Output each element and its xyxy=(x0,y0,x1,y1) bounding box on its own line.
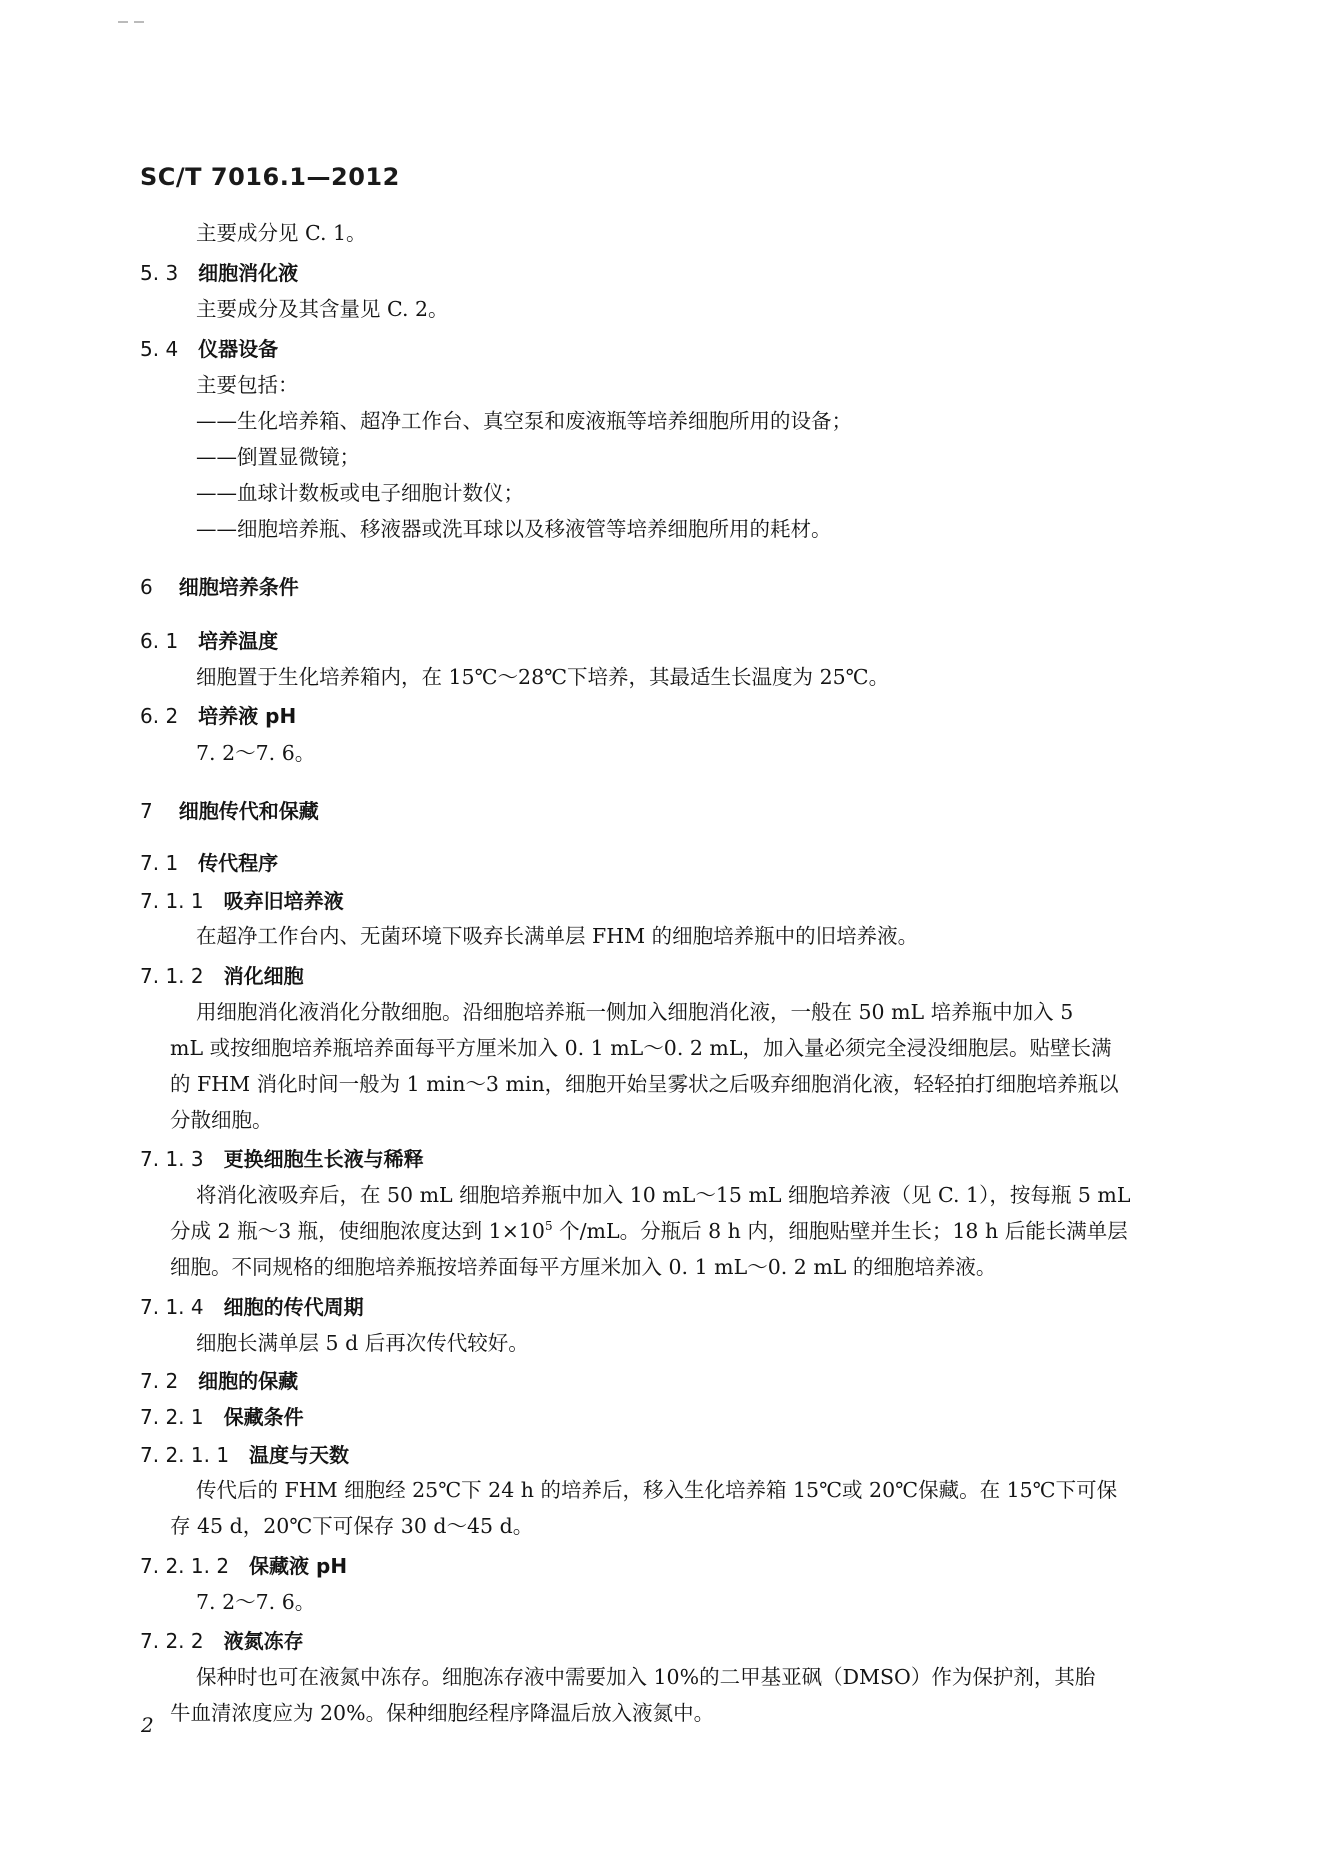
section-number: 6. 2 xyxy=(140,704,179,728)
paragraph-line: 细胞长满单层 5 d 后再次传代较好。 xyxy=(196,1331,529,1355)
section-heading xyxy=(140,573,299,601)
paragraph-line: 传代后的 FHM 细胞经 25℃下 24 h 的培养后，移入生化培养箱 15℃或 20℃保藏。在 15℃下可保 xyxy=(196,1478,1118,1502)
section-heading xyxy=(140,1145,424,1173)
section-heading xyxy=(140,797,319,825)
section-number: 7. 2. 1 xyxy=(140,1405,204,1429)
paragraph-continuation-line: 牛血清浓度应为 20%。保种细胞经程序降温后放入液氮中。 xyxy=(170,1701,715,1725)
paragraph-continuation-line: 细胞。不同规格的细胞培养瓶按培养面每平方厘米加入 0. 1 mL～0. 2 mL 的细胞培养液。 xyxy=(170,1255,997,1279)
section-title: 液氮冻存 xyxy=(223,1629,304,1653)
section-heading xyxy=(140,962,304,990)
paragraph-line: ——血球计数板或电子细胞计数仪； xyxy=(196,481,524,505)
paragraph-continuation-line: 分成 2 瓶～3 瓶，使细胞浓度达到 $1\times 10^5$ 个/mL。分瓶后 8 h 内，细胞贴壁并生长；18 h 后能长满单层 xyxy=(170,1219,1128,1243)
paragraph-line: 在超净工作台内、无菌环境下吸弃长满单层 FHM 的细胞培养瓶中的旧培养液。 xyxy=(196,924,919,948)
section-title: 培养液 pH xyxy=(198,704,297,728)
paragraph-line: 7. 2～7. 6。 xyxy=(196,741,316,765)
section-title: 更换细胞生长液与稀释 xyxy=(223,1147,424,1171)
section-title: 细胞的保藏 xyxy=(198,1369,299,1393)
section-title: 吸弃旧培养液 xyxy=(223,889,344,913)
paragraph-line: 用细胞消化液消化分散细胞。沿细胞培养瓶一侧加入细胞消化液，一般在 50 mL 培养瓶中加入 5 xyxy=(196,1000,1074,1024)
section-title: 温度与天数 xyxy=(249,1443,350,1467)
section-number: 7. 1. 3 xyxy=(140,1147,204,1171)
section-number: 6. 1 xyxy=(140,629,179,653)
section-number: 7. 2. 2 xyxy=(140,1629,204,1653)
superscript: 5 xyxy=(544,1219,553,1234)
page-number: 2 xyxy=(141,1713,154,1737)
paragraph-line: 保种时也可在液氮中冻存。细胞冻存液中需要加入 10%的二甲基亚砜（DMSO）作为保护剂，其胎 xyxy=(196,1665,1096,1689)
paragraph-line: ——生化培养箱、超净工作台、真空泵和废液瓶等培养细胞所用的设备； xyxy=(196,409,852,433)
section-title: 细胞消化液 xyxy=(198,261,299,285)
section-heading xyxy=(140,335,278,363)
section-heading xyxy=(140,1627,304,1655)
section-number: 5. 4 xyxy=(140,337,179,361)
paragraph-line: 7. 2～7. 6。 xyxy=(196,1590,316,1614)
section-number: 7. 2 xyxy=(140,1369,179,1393)
paragraph-line: 细胞置于生化培养箱内，在 15℃～28℃下培养，其最适生长温度为 25℃。 xyxy=(196,665,890,689)
section-number: 7. 1. 2 xyxy=(140,964,204,988)
section-title: 传代程序 xyxy=(198,851,279,875)
section-title: 细胞的传代周期 xyxy=(223,1295,364,1319)
section-number: 7. 1. 4 xyxy=(140,1295,204,1319)
section-number: 5. 3 xyxy=(140,261,179,285)
section-title: 保藏液 pH xyxy=(249,1554,348,1578)
section-number: 7. 2. 1. 1 xyxy=(140,1443,230,1467)
section-number: 7. 1 xyxy=(140,851,179,875)
section-title: 消化细胞 xyxy=(223,964,304,988)
section-number: 7. 2. 1. 2 xyxy=(140,1554,230,1578)
section-heading xyxy=(140,1441,349,1469)
paragraph-continuation-line: 存 45 d，20℃下可保存 30 d～45 d。 xyxy=(170,1514,534,1538)
section-number: 6 xyxy=(140,575,153,599)
paragraph-continuation-line: mL 或按细胞培养瓶培养面每平方厘米加入 0. 1 mL～0. 2 mL，加入量必须完全浸没细胞层。贴壁长满 xyxy=(170,1036,1112,1060)
section-heading xyxy=(140,1293,364,1321)
paragraph-continuation-line: 分散细胞。 xyxy=(170,1108,273,1132)
paragraph-line: 主要成分见 C. 1。 xyxy=(196,221,367,245)
section-heading xyxy=(140,1552,347,1580)
section-title: 细胞传代和保藏 xyxy=(178,799,319,823)
section-heading xyxy=(140,702,296,730)
section-title: 仪器设备 xyxy=(198,337,279,361)
section-title: 细胞培养条件 xyxy=(178,575,299,599)
section-heading xyxy=(140,849,278,877)
paragraph-line: 将消化液吸弃后，在 50 mL 细胞培养瓶中加入 10 mL～15 mL 细胞培养液（见 C. 1），按每瓶 5 mL xyxy=(196,1183,1131,1207)
paragraph-continuation-line: 的 FHM 消化时间一般为 1 min～3 min，细胞开始呈雾状之后吸弃细胞消化液，轻轻拍打细胞培养瓶以 xyxy=(170,1072,1119,1096)
section-heading xyxy=(140,259,298,287)
paragraph-line: 主要包括： xyxy=(196,373,299,397)
section-title: 保藏条件 xyxy=(223,1405,304,1429)
section-heading xyxy=(140,1403,304,1431)
section-number: 7 xyxy=(140,799,153,823)
section-heading xyxy=(140,887,344,915)
paragraph-line: ——倒置显微镜； xyxy=(196,445,360,469)
section-heading xyxy=(140,1367,298,1395)
paragraph-line: 主要成分及其含量见 C. 2。 xyxy=(196,297,449,321)
section-heading xyxy=(140,627,278,655)
paragraph-line: ——细胞培养瓶、移液器或洗耳球以及移液管等培养细胞所用的耗材。 xyxy=(196,517,832,541)
section-title: 培养温度 xyxy=(198,629,279,653)
document-code: SC/T 7016.1—2012 xyxy=(140,163,400,191)
section-number: 7. 1. 1 xyxy=(140,889,204,913)
